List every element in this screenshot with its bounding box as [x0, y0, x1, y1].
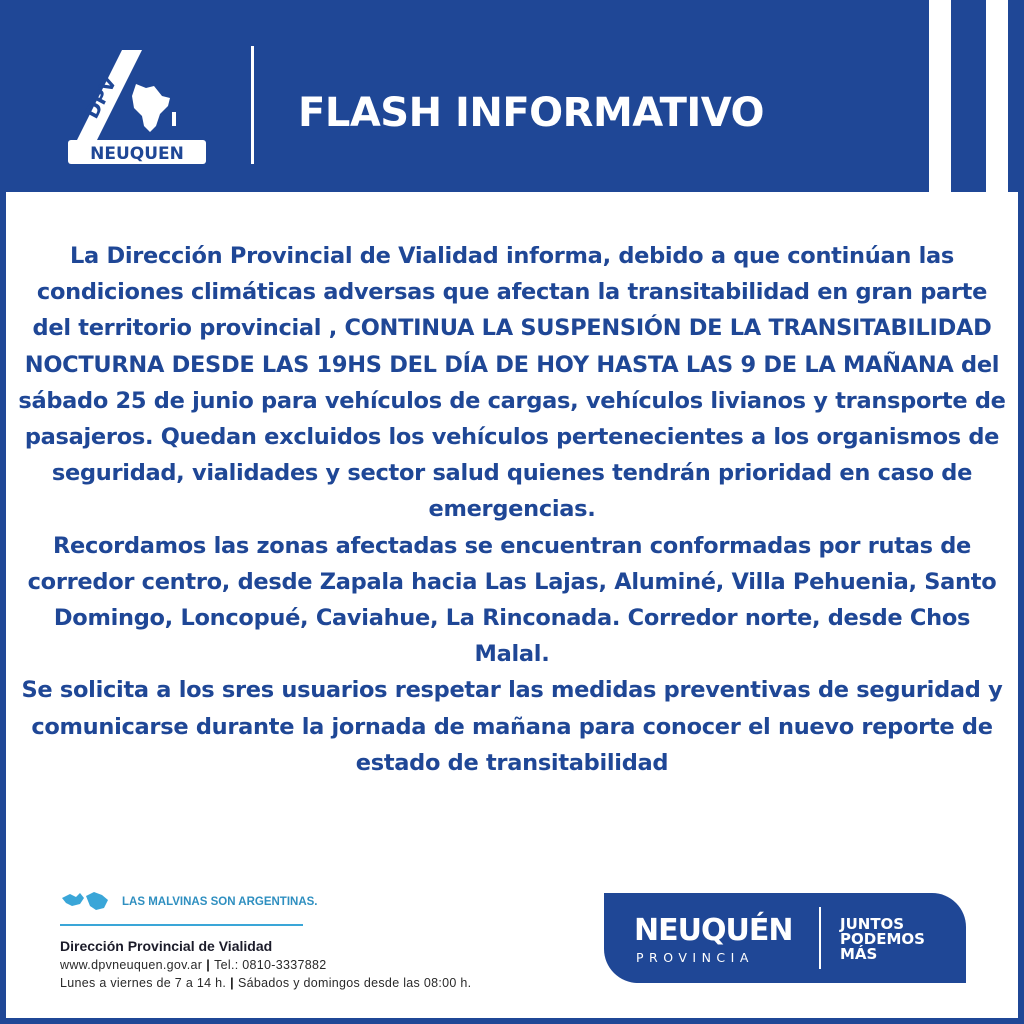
badge-divider: [819, 907, 821, 969]
phone-number: Tel.: 0810-3337882: [214, 958, 327, 972]
dpv-neuquen-logo: [62, 42, 212, 167]
logo-neuquen-text: NEUQUEN: [90, 144, 184, 164]
announcement-paragraph: La Dirección Provincial de Vialidad informa, debido a que continúan las condiciones climáticas adversas que afectan la transitabilidad en gran parte del territorio provincial , CONTINUA LA SUSPENSIÓN DE LA TRANSITABILIDAD NOCTURNA DESDE LAS 19HS DEL DÍA DE HOY HASTA LAS 9 DE LA MAÑANA del sábado 25 de junio para vehículos de cargas, vehículos livianos y transporte de pasajeros. Quedan excluidos los vehículos pertenecientes a los organismos de seguridad, vialidades y sector salud quienes tendrán prioridad en caso de emergencias.: [18, 243, 1006, 523]
hours-weekdays: Lunes a viernes de 7 a 14 h.: [60, 976, 227, 990]
badge-slogan: [840, 917, 925, 962]
malvinas-text: LAS MALVINAS SON ARGENTINAS.: [122, 896, 318, 908]
footer-divider: [60, 924, 303, 926]
header-divider: [251, 46, 254, 164]
slogan-line: MÁS: [840, 945, 878, 963]
slogan-line: PODEMOS: [840, 930, 925, 948]
hours-line: Lunes a viernes de 7 a 14 h. | Sábados y domingos desde las 08:00 h.: [60, 976, 472, 990]
announcement-paragraph: Se solicita a los sres usuarios respetar las medidas preventivas de seguridad y comunicarse durante la jornada de mañana para conocer el nuevo reporte de estado de transitabilidad: [21, 677, 1003, 776]
header-stripe: [986, 0, 1008, 192]
page-title: FLASH INFORMATIVO: [298, 90, 765, 136]
slogan-line: JUNTOS: [840, 915, 905, 933]
header-stripe: [929, 0, 951, 192]
footer-contact: [60, 888, 530, 990]
neuquen-provincia-badge: [604, 893, 966, 983]
contact-line: www.dpvneuquen.gov.ar | Tel.: 0810-3337882: [60, 958, 327, 972]
header-banner: [0, 0, 1024, 192]
announcement-body: [18, 238, 1006, 781]
website-link[interactable]: www.dpvneuquen.gov.ar: [60, 958, 203, 972]
badge-subtitle: PROVINCIA: [636, 950, 754, 965]
malvinas-banner: [60, 888, 530, 916]
badge-brand: NEUQUÉN: [634, 913, 793, 948]
announcement-paragraph: Recordamos las zonas afectadas se encuentran conformadas por rutas de corredor centro, desde Zapala hacia Las Lajas, Aluminé, Villa Pehuenia, Santo Domingo, Loncopué, Caviahue, La Rinconada. Corredor norte, desde Chos Malal.: [27, 532, 997, 668]
hours-weekend: Sábados y domingos desde las 08:00 h.: [237, 976, 472, 990]
malvinas-islands-icon: [60, 888, 112, 916]
org-name: Dirección Provincial de Vialidad: [60, 938, 273, 954]
logo-dpv-text: DPV: [80, 72, 122, 123]
